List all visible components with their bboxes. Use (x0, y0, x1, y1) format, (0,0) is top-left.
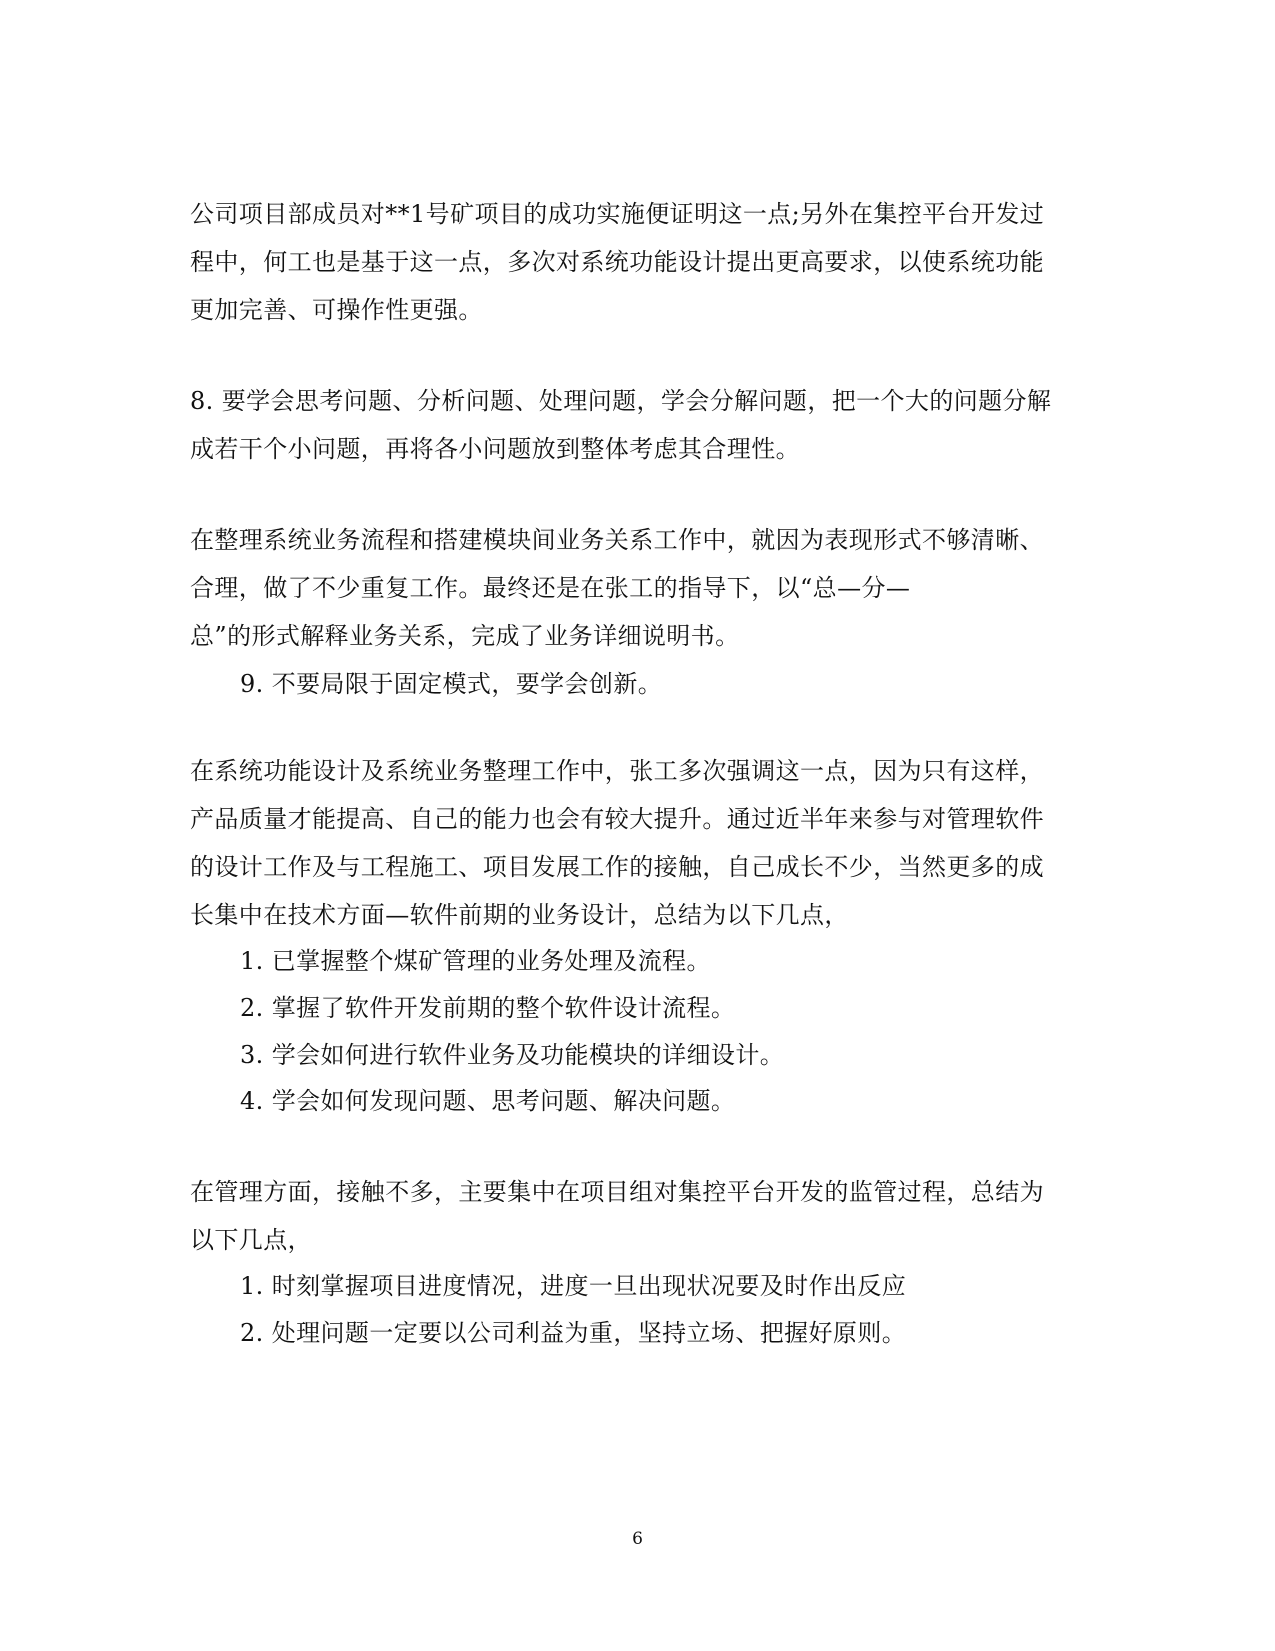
text-line: 更加完善、可操作性更强。 (190, 296, 483, 324)
text-line: 程中，何工也是基于这一点，多次对系统功能设计提出更高要求，以使系统功能 (190, 248, 1044, 276)
text-line: 公司项目部成员对**1号矿项目的成功实施便证明这一点;另外在集控平台开发过 (190, 200, 1045, 228)
numbered-item: 2. 掌握了软件开发前期的整个软件设计流程。 (240, 994, 736, 1022)
text-line: 在系统功能设计及系统业务整理工作中，张工多次强调这一点，因为只有这样， (190, 757, 1044, 785)
text-line: 的设计工作及与工程施工、项目发展工作的接触，自己成长不少，当然更多的成 (190, 853, 1044, 881)
numbered-item: 1. 已掌握整个煤矿管理的业务处理及流程。 (240, 947, 711, 975)
numbered-item: 9. 不要局限于固定模式，要学会创新。 (240, 670, 663, 698)
numbered-item: 1. 时刻掌握项目进度情况，进度一旦出现状况要及时作出反应 (240, 1272, 907, 1300)
text-line: 产品质量才能提高、自己的能力也会有较大提升。通过近半年来参与对管理软件 (190, 805, 1044, 833)
text-line: 在整理系统业务流程和搭建模块间业务关系工作中，就因为表现形式不够清晰、 (190, 526, 1044, 554)
numbered-item: 4. 学会如何发现问题、思考问题、解决问题。 (240, 1087, 736, 1115)
text-line: 合理，做了不少重复工作。最终还是在张工的指导下，以“总—分— (190, 574, 911, 602)
text-line: 以下几点， (190, 1226, 312, 1254)
text-line: 总”的形式解释业务关系，完成了业务详细说明书。 (190, 622, 740, 650)
text-line: 在管理方面，接触不多，主要集中在项目组对集控平台开发的监管过程，总结为 (190, 1178, 1044, 1206)
text-line: 长集中在技术方面—软件前期的业务设计，总结为以下几点， (190, 901, 849, 929)
page-number: 6 (632, 1529, 643, 1549)
numbered-item: 8. 要学会思考问题、分析问题、处理问题，学会分解问题，把一个大的问题分解 (190, 387, 1052, 415)
numbered-item: 3. 学会如何进行软件业务及功能模块的详细设计。 (240, 1041, 785, 1069)
text-line: 成若干个小问题，再将各小问题放到整体考虑其合理性。 (190, 435, 800, 463)
numbered-item: 2. 处理问题一定要以公司利益为重，坚持立场、把握好原则。 (240, 1319, 907, 1347)
